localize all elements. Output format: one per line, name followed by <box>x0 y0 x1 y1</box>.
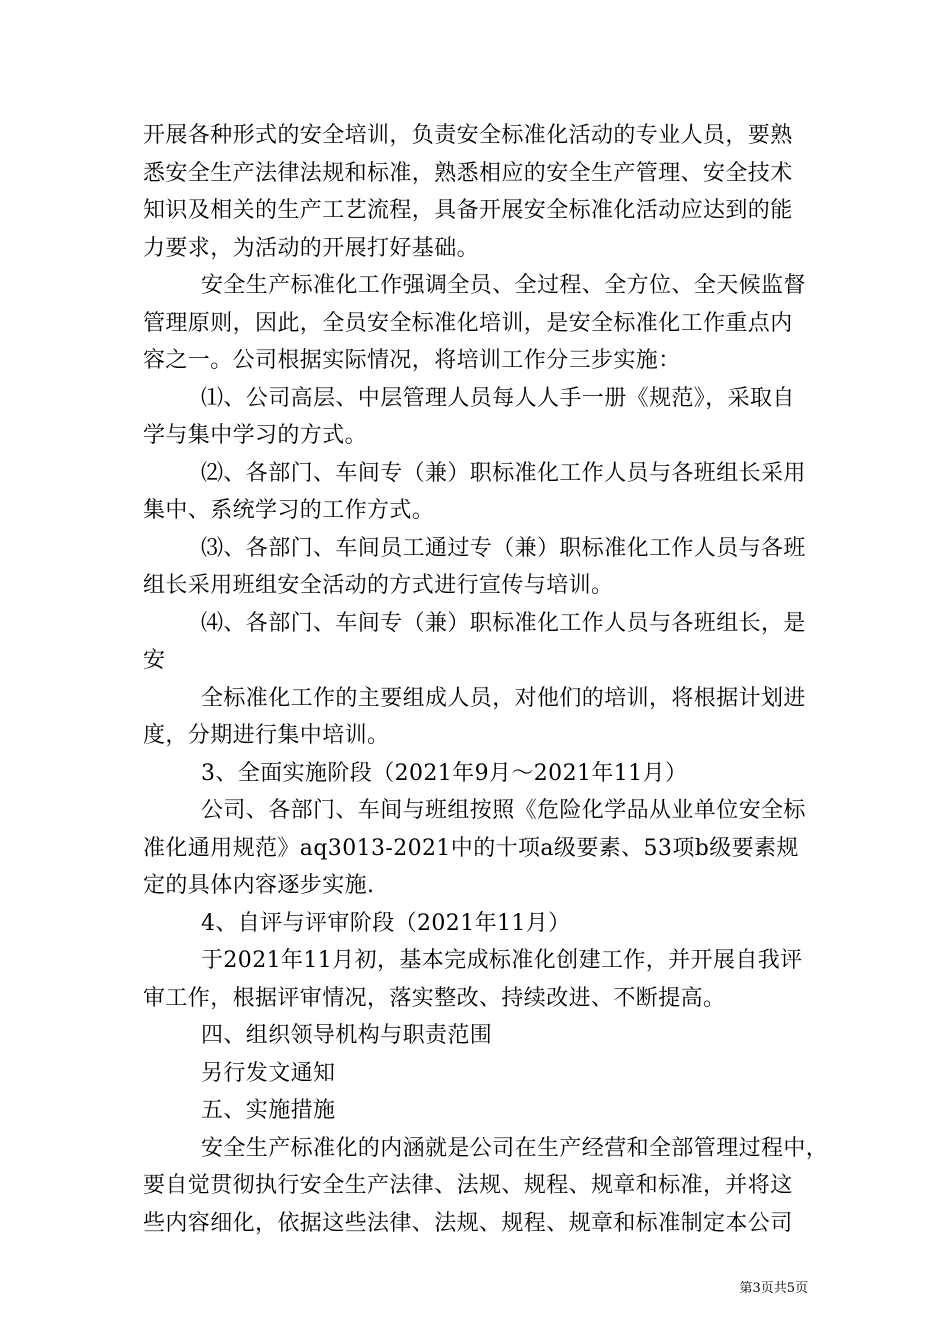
text-line: 四、组织领导机构与职责范围 <box>201 1023 493 1048</box>
text-line: 集中、系统学习的工作方式。 <box>143 498 435 523</box>
text-line: 些内容细化，依据这些法律、法规、规程、规章和标准制定本公司 <box>143 1210 793 1236</box>
page-number: 第3页共5页 <box>739 1281 808 1296</box>
text-line: 悉安全生产法律法规和标准，熟悉相应的安全生产管理、安全技术 <box>143 160 793 186</box>
text-line: 度，分期进行集中培训。 <box>143 723 390 748</box>
text-line: 容之一。公司根据实际情况，将培训工作分三步实施： <box>143 348 681 373</box>
text-line: 要自觉贯彻执行安全生产法律、法规、规程、规章和标准，并将这 <box>143 1173 793 1198</box>
text-line: 组长采用班组安全活动的方式进行宣传与培训。 <box>143 573 614 598</box>
text-line: 安全生产标准化的内涵就是公司在生产经营和全部管理过程中， <box>201 1135 829 1161</box>
text-line: ⑶、各部门、车间员工通过专（兼）职标准化工作人员与各班 <box>201 535 806 561</box>
text-line: 准化通用规范》aq3013-2021中的十项a级要素、53项b级要素规 <box>143 835 799 861</box>
text-line: 五、实施措施 <box>201 1098 336 1123</box>
text-line: 另行发文通知 <box>201 1060 336 1086</box>
text-line: 公司、各部门、车间与班组按照《危险化学品从业单位安全标 <box>201 798 806 823</box>
text-line: 知识及相关的生产工艺流程，具备开展安全标准化活动应达到的能 <box>143 198 793 223</box>
text-line: ⑷、各部门、车间专（兼）职标准化工作人员与各班组长，是 <box>201 610 806 636</box>
text-line: 审工作，根据评审情况，落实整改、持续改进、不断提高。 <box>143 985 726 1011</box>
text-line: 管理原则，因此，全员安全标准化培训，是安全标准化工作重点内 <box>143 310 793 336</box>
text-line: 全标准化工作的主要组成人员，对他们的培训，将根据计划进 <box>201 685 806 711</box>
text-line: 于2021年11月初，基本完成标准化创建工作，并开展自我评 <box>201 948 803 973</box>
text-line: 学与集中学习的方式。 <box>143 423 368 448</box>
text-line: 4、自评与评审阶段（2021年11月） <box>201 910 571 936</box>
text-line: 定的具体内容逐步实施. <box>143 873 375 898</box>
text-line: 3、全面实施阶段（2021年9月～2021年11月） <box>201 760 688 786</box>
text-line: 安全生产标准化工作强调全员、全过程、全方位、全天候监督 <box>201 273 806 298</box>
text-line: ⑵、各部门、车间专（兼）职标准化工作人员与各班组长采用 <box>201 460 806 486</box>
text-line: ⑴、公司高层、中层管理人员每人人手一册《规范》，采取自 <box>201 385 795 411</box>
text-line: 力要求，为活动的开展打好基础。 <box>143 235 480 261</box>
text-line: 开展各种形式的安全培训，负责安全标准化活动的专业人员，要熟 <box>143 123 793 148</box>
text-line: 安 <box>143 648 166 673</box>
document-body <box>143 117 829 1242</box>
